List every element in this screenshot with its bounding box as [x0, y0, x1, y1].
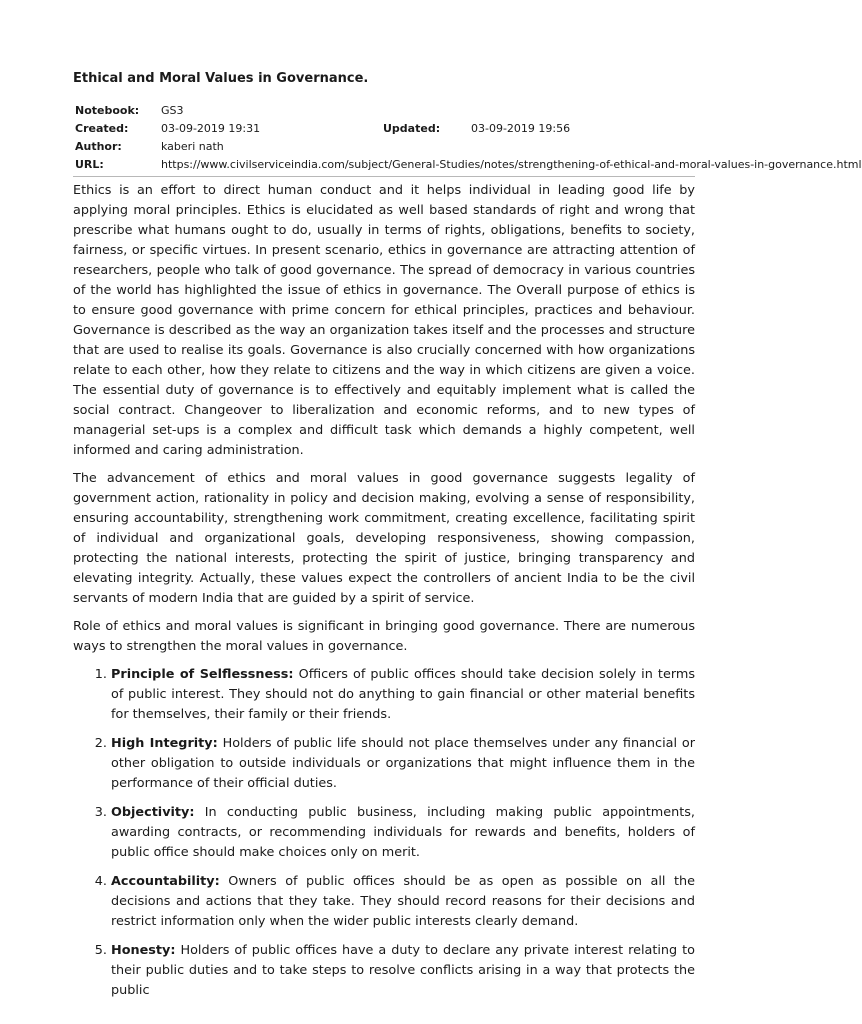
- note-body: [73, 181, 695, 1001]
- list-item-text: Holders of public life should not place themselves under any financial or other obligation to outside individuals or organizations that might influence them in the performance of their official duties.: [111, 736, 695, 791]
- list-item-text: In conducting public business, including making public appointments, awarding contracts, or recommending individuals for rewards and benefits, holders of public office should make choices only on merit.: [111, 805, 695, 860]
- list-item-term: High Integrity:: [111, 736, 218, 751]
- source-url-link[interactable]: https://www.civilserviceindia.com/subject/General-Studies/notes/strengthening-of-ethical-and-moral-values-in-governance.html: [161, 158, 862, 171]
- list-item-text: Owners of public offices should be as open as possible on all the decisions and actions that they take. They should record reasons for their decisions and restrict information only when the wider public interests clearly demand.: [111, 874, 695, 929]
- notebook-label: Notebook:: [75, 104, 140, 117]
- list-item-objectivity: [111, 803, 695, 863]
- list-item-honesty: [111, 941, 695, 1001]
- notebook-value: GS3: [161, 104, 184, 117]
- created-label: Created:: [75, 122, 129, 135]
- url-label: URL:: [75, 158, 104, 171]
- paragraph-advancement: The advancement of ethics and moral values in good governance suggests legality of government action, rationality in policy and decision making, evolving a sense of responsibility, ensuring accountability, strengthening work commitment, creating excellence, facilitating spirit of individual and organizational goals, developing responsiveness, showing compassion, protecting the national interests, protecting the spirit of justice, bringing transparency and elevating integrity. Actually, these values expect the controllers of ancient India to be the civil servants of modern India that are guided by a spirit of service.: [73, 471, 695, 606]
- list-item-term: Accountability:: [111, 874, 220, 889]
- list-item-integrity: [111, 734, 695, 794]
- paragraph-intro: Ethics is an effort to direct human conduct and it helps individual in leading good life by applying moral principles. Ethics is elucidated as well based standards of right and wrong that prescribe what humans ought to do, usually in terms of rights, obligations, benefits to society, fairness, or specific virtues. In present scenario, ethics in governance are attracting attention of researchers, people who talk of good governance. The spread of democracy in various countries of the world has highlighted the issue of ethics in governance. The Overall purpose of ethics is to ensure good governance with prime concern for ethical principles, practices and behaviour. Governance is described as the way an organization takes itself and the processes and structure that are used to realise its goals. Governance is also crucially concerned with how organizations relate to each other, how they relate to citizens and the way in which citizens are given a voice. The essential duty of governance is to effectively and equitably implement what is called the social contract. Changeover to liberalization and economic reforms, and to new types of managerial set-ups is a complex and difficult task which demands a highly competent, well informed and caring administration.: [73, 183, 695, 458]
- list-item-term: Principle of Selflessness:: [111, 667, 294, 682]
- author-value: kaberi nath: [161, 140, 224, 153]
- metadata-row-author: [73, 138, 695, 156]
- metadata-table: [73, 102, 862, 177]
- metadata-row-created: [73, 120, 695, 138]
- list-item-text: Officers of public offices should take decision solely in terms of public interest. They should not do anything to gain financial or other material benefits for themselves, their family or their friends.: [111, 667, 695, 722]
- author-label: Author:: [75, 140, 122, 153]
- paragraph-role: Role of ethics and moral values is significant in bringing good governance. There are numerous ways to strengthen the moral values in governance.: [73, 619, 695, 654]
- document-page: [73, 70, 862, 1010]
- principles-list: [73, 665, 695, 1001]
- metadata-row-url: [73, 156, 862, 174]
- updated-label: Updated:: [383, 122, 441, 135]
- list-item-text: Holders of public offices have a duty to declare any private interest relating to their public duties and to take steps to resolve conflicts arising in a way that protects the public: [111, 943, 695, 998]
- metadata-row-notebook: [73, 102, 695, 120]
- list-item-term: Honesty:: [111, 943, 176, 958]
- created-value: 03-09-2019 19:31: [161, 122, 261, 135]
- list-item-accountability: [111, 872, 695, 932]
- page-title: Ethical and Moral Values in Governance.: [73, 71, 369, 86]
- list-item-selflessness: [111, 665, 695, 725]
- updated-value: 03-09-2019 19:56: [471, 122, 571, 135]
- list-item-term: Objectivity:: [111, 805, 195, 820]
